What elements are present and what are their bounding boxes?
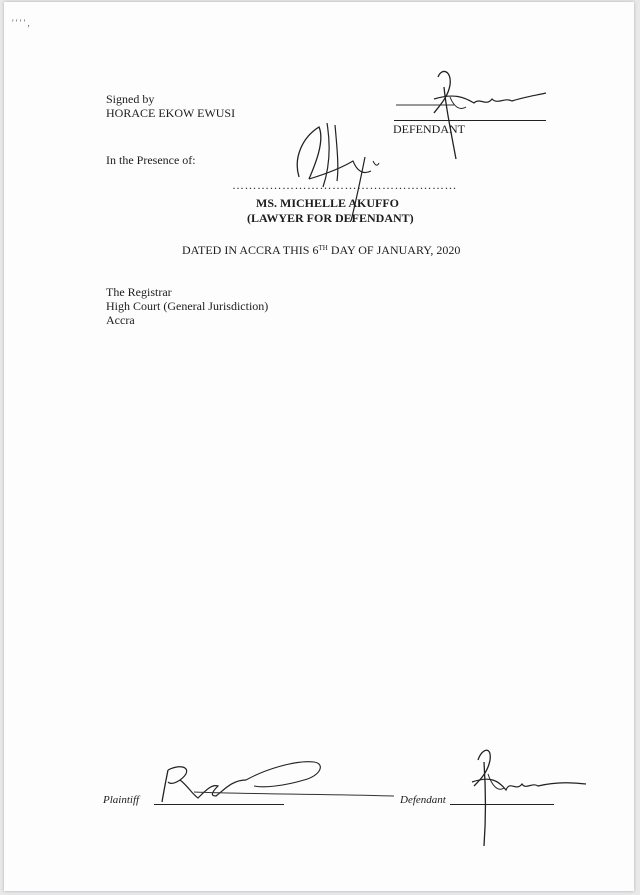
defendant-label: DEFENDANT <box>393 122 465 136</box>
header-marks: ' ' ' ' , <box>12 18 30 28</box>
plaintiff-signature <box>154 750 404 810</box>
dated-ordinal: TH <box>318 244 328 252</box>
document-page <box>4 2 634 891</box>
lawyer-role: (LAWYER FOR DEFENDANT) <box>247 211 414 225</box>
address-line-2: High Court (General Jurisdiction) <box>106 299 269 313</box>
address-line-3: Accra <box>106 313 135 327</box>
defendant-sign-line <box>394 120 546 121</box>
defendant-signature-bottom <box>450 742 590 852</box>
defendant-signature-top <box>394 67 554 167</box>
dated-prefix: DATED IN ACCRA THIS 6 <box>182 243 319 257</box>
presence-label: In the Presence of: <box>106 153 196 167</box>
address-line-1: The Registrar <box>106 285 172 299</box>
lawyer-name: MS. MICHELLE AKUFFO <box>256 196 400 210</box>
plaintiff-label: Plaintiff <box>103 794 140 806</box>
signature-dots: ……………………………………………… <box>232 178 457 192</box>
dated-line <box>182 241 460 257</box>
signed-by-label: Signed by <box>106 92 155 106</box>
signer-name: HORACE EKOW EWUSI <box>106 106 236 120</box>
dated-suffix: DAY OF JANUARY, 2020 <box>327 243 461 257</box>
footer-defendant-label: Defendant <box>400 794 446 806</box>
